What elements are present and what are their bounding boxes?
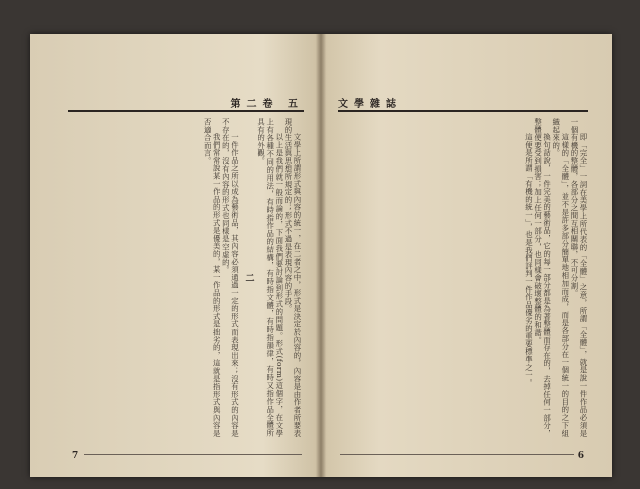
- left-page-body: [70, 118, 302, 437]
- paragraph: 我們常常說某一作品的形式是優美的，某一作品的形式是拙劣的，這就是指形式與內容是否適合而言。: [203, 118, 222, 437]
- section-heading: 二: [243, 272, 254, 283]
- footer-rule: [340, 454, 574, 455]
- paragraph: 這便是所謂「有機的統一」，也是我們評判一件作品優劣的重要標準之一。: [524, 132, 534, 387]
- page-number: 7: [72, 451, 79, 461]
- paragraph: 即「完全」一詞在美學上所代表的「全體」之意，所謂「全體」，就是說一件作品必須是一個有機的整體，各部分之間互相關聯，不可分割。: [569, 118, 588, 437]
- left-page: [30, 34, 318, 477]
- right-page-header: 文學雜誌: [338, 94, 588, 112]
- paragraph: 文學上所謂形式與內容的統一，在二者之中，形式是決定於內容的，內容是由作者所要表現的生活與思想所規定的；形式不過是表現內容的手段。: [283, 118, 302, 437]
- paragraph: 一件作品之所以成為藝術品，其內容必須通過一定的形式而表現出來；沒有形式的內容是不存在的，沒有內容的形式也同樣是空虛的。: [221, 118, 240, 437]
- book-spread: [30, 34, 612, 477]
- page-number: 6: [577, 451, 584, 461]
- paragraph: 以上是我們就一般而論的，下面我們要討論到形式的問題。形式(form)這個字，在文學上有各種不同的用法，有時指作品的結構，有時指文體，有時指韻律，有時又指作品全體所具有的外觀。: [256, 118, 284, 437]
- right-page: [324, 34, 612, 477]
- paragraph: 這樣的「全體」，並不是許多部分簡單地相加而成，而是各部分在一個統一的目的之下組織起來的。: [551, 118, 570, 437]
- paragraph: 換句話說，一件完美的藝術品，它的每一部分都是為著整體而存在的，去掉任何一部分，整體便要受到損害；加上任何一部分，也同樣會破壞整體的和諧。: [533, 118, 552, 437]
- footer-rule: [84, 454, 302, 455]
- right-page-body: [340, 118, 588, 437]
- left-page-header: 第二卷 五: [68, 94, 304, 112]
